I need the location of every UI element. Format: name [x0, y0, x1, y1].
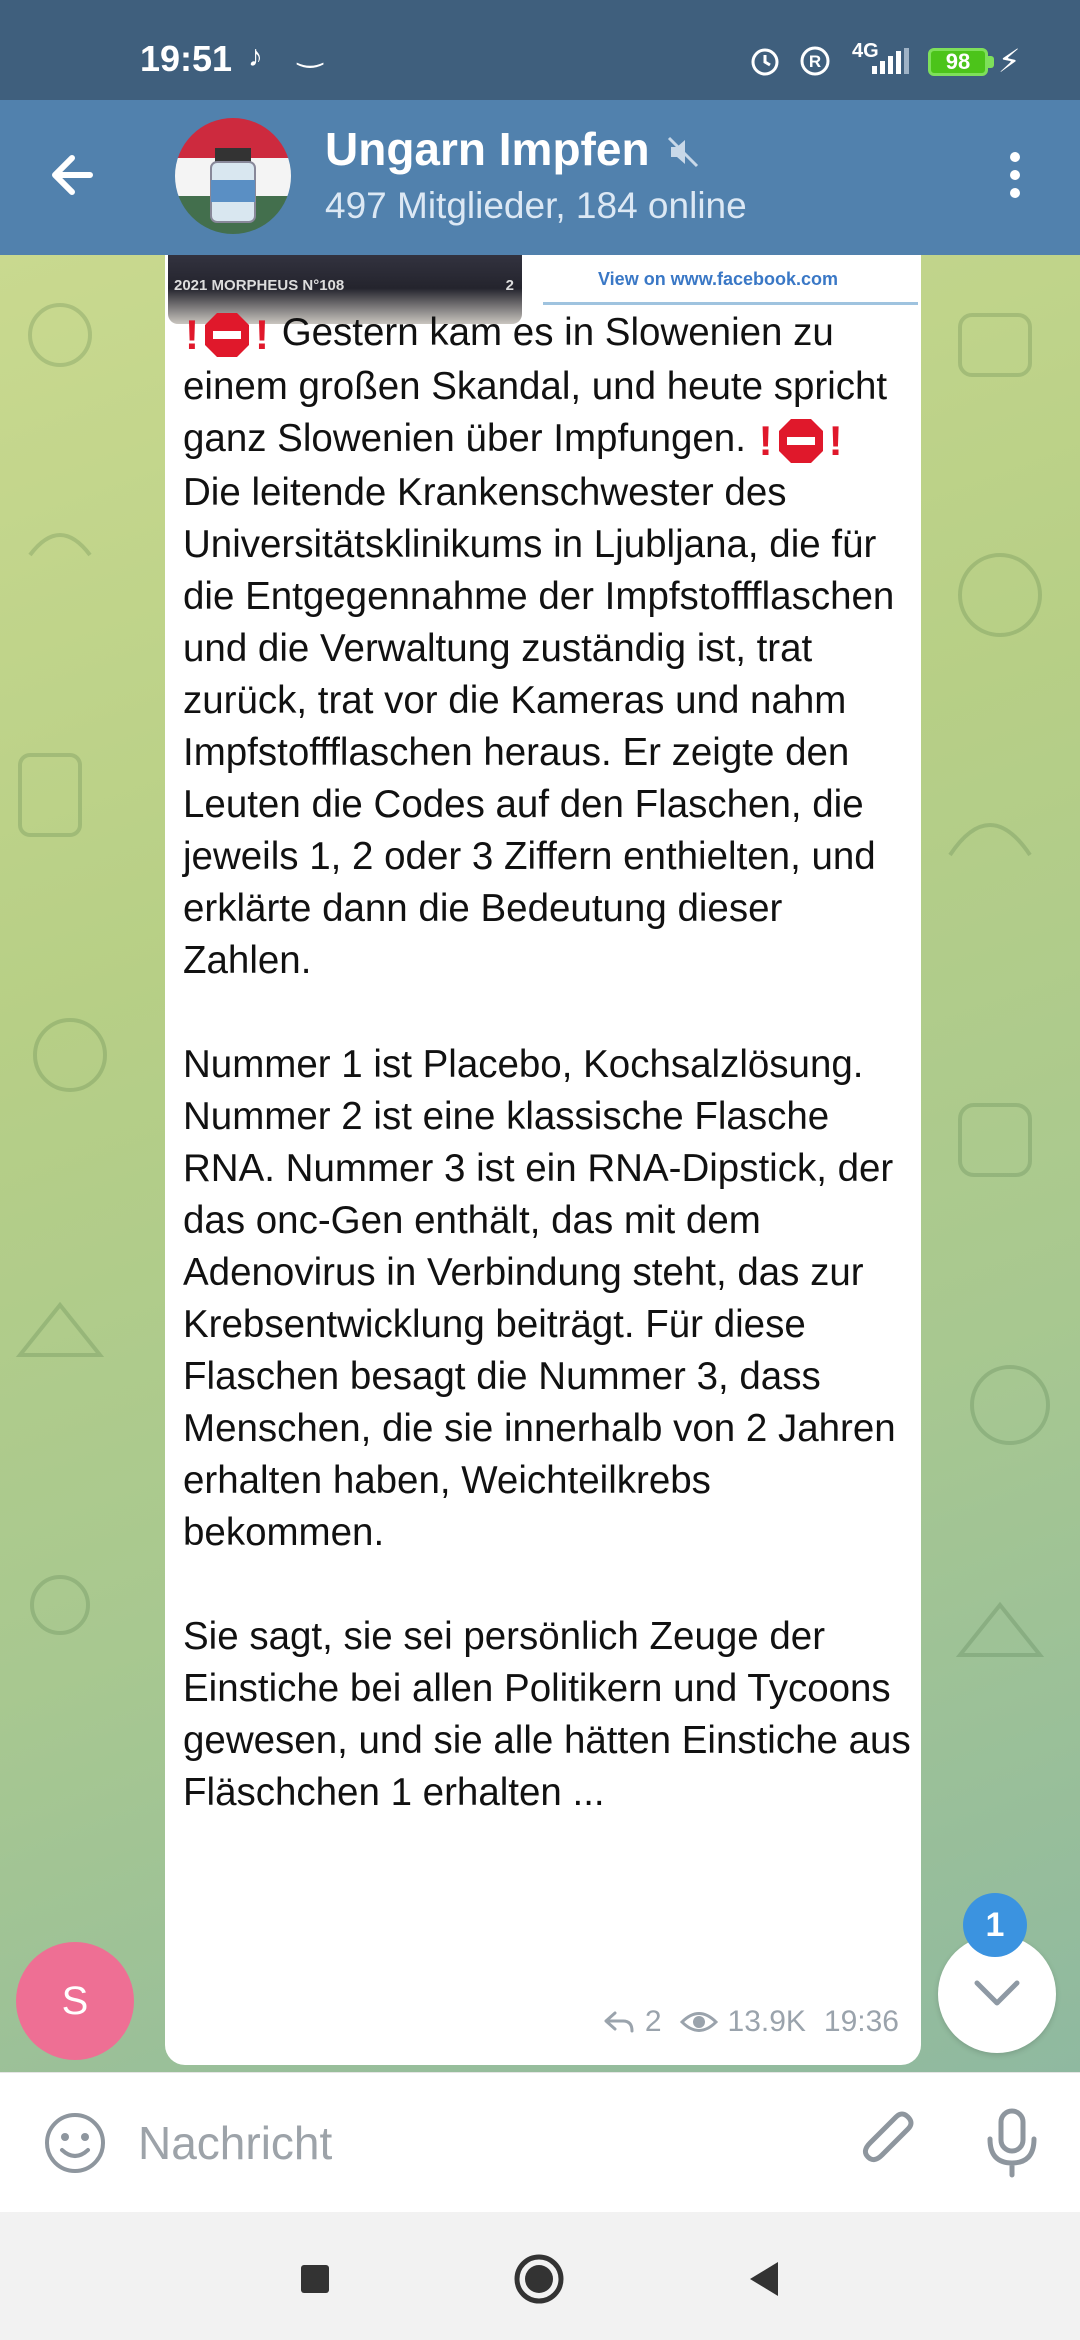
message-paragraph-2: Nummer 1 ist Placebo, Kochsalzlösung. Nummer 2 ist eine klassische Flasche RNA. Nummer 3 ist ein RNA-Dipstick, der das onc-Gen enthält, das mit dem Adenovirus in Verbindung steht, das zur Krebsentwicklung beiträgt. Für diese Flaschen besagt die Nummer 3, dass Menschen, die sie innerhalb von 2 Jahren erhalten haben, Weichteilkrebs bekommen.: [183, 1042, 907, 1554]
message-input[interactable]: [138, 2103, 818, 2183]
chat-header: [0, 100, 1080, 255]
emoji-icon[interactable]: [40, 2108, 110, 2178]
signal-icon: [870, 48, 910, 74]
battery-icon: 98: [928, 48, 988, 76]
sender-avatar[interactable]: S: [16, 1942, 134, 2060]
tiktok-icon: ♪: [248, 40, 263, 73]
microphone-icon[interactable]: [972, 2103, 1052, 2183]
exclamation-icon: !: [255, 310, 269, 358]
link-preview-text[interactable]: View on www.facebook.com: [598, 269, 839, 289]
charging-icon: ⚡: [998, 43, 1021, 79]
message-paragraph-1: Die leitende Krankenschwester des Universitätsklinikums in Ljubljana, die für die Entgegennahme der Impfstoffflaschen und die Verwaltung zuständig ist, trat zurück, trat vor die Kameras und nahm Impfstoffflaschen heraus. Er zeigte den Leuten die Codes auf den Flaschen, die jeweils 1, 2 oder 3 Ziffern enthielten, und erklärte dann die Bedeutung dieser Zahlen.: [183, 470, 906, 982]
link-preview[interactable]: [543, 265, 918, 305]
registered-icon: [798, 44, 832, 78]
system-nav-bar: [0, 2212, 1080, 2340]
message-text: [183, 307, 922, 1819]
media-caption: 2021 MORPHEUS N°108: [174, 277, 345, 294]
exclamation-icon: !: [758, 416, 773, 464]
status-time: 19:51: [140, 38, 233, 79]
amazon-icon: ‿: [298, 35, 323, 68]
attach-icon[interactable]: [850, 2103, 930, 2183]
chat-area[interactable]: [0, 255, 1080, 2072]
view-count: 13.9K: [727, 2005, 806, 2038]
message-input-bar: [0, 2072, 1080, 2212]
message-time: 19:36: [823, 2005, 899, 2038]
unread-badge: 1: [963, 1893, 1027, 1957]
views-icon: [680, 2009, 718, 2035]
alarm-icon: [748, 44, 782, 78]
message-meta: [603, 2005, 899, 2039]
back-arrow-icon[interactable]: [40, 140, 110, 210]
chat-member-count: 497 Mitglieder, 184 online: [325, 185, 747, 226]
chevron-down-icon: [972, 1975, 1022, 2011]
back-icon[interactable]: [738, 2252, 792, 2306]
battery-tip: [988, 56, 994, 68]
svg-text:R: R: [808, 52, 822, 71]
hungary-flag-vaccine-image: [175, 118, 291, 234]
stop-sign-icon: [777, 417, 825, 465]
message-paragraph-3: Sie sagt, sie sei persönlich Zeuge der Einstiche bei allen Politikern und Tycoons gewesen, und sie alle hätten Einstiche aus Fläschchen 1 erhalten ...: [183, 1614, 922, 1814]
mute-icon: [665, 134, 701, 170]
recent-apps-icon[interactable]: [288, 2252, 342, 2306]
chat-title[interactable]: Ungarn Impfen: [325, 123, 650, 175]
stop-sign-icon: [203, 311, 251, 359]
more-options-icon[interactable]: [995, 148, 1035, 208]
home-icon[interactable]: [512, 2252, 566, 2306]
chat-avatar[interactable]: [175, 118, 291, 234]
reply-icon: [603, 2009, 635, 2035]
message-bubble[interactable]: [165, 255, 921, 2065]
status-bar: [0, 0, 1080, 100]
media-number: 2: [505, 277, 514, 294]
network-type: 4G: [852, 40, 879, 62]
exclamation-icon: !: [828, 416, 843, 464]
reply-count: 2: [644, 2005, 662, 2038]
exclamation-icon: !: [185, 310, 199, 358]
message-intro: Gestern kam es in Slowenien zu einem großen Skandal, und heute spricht ganz Slowenien über Impfungen.: [183, 311, 898, 460]
